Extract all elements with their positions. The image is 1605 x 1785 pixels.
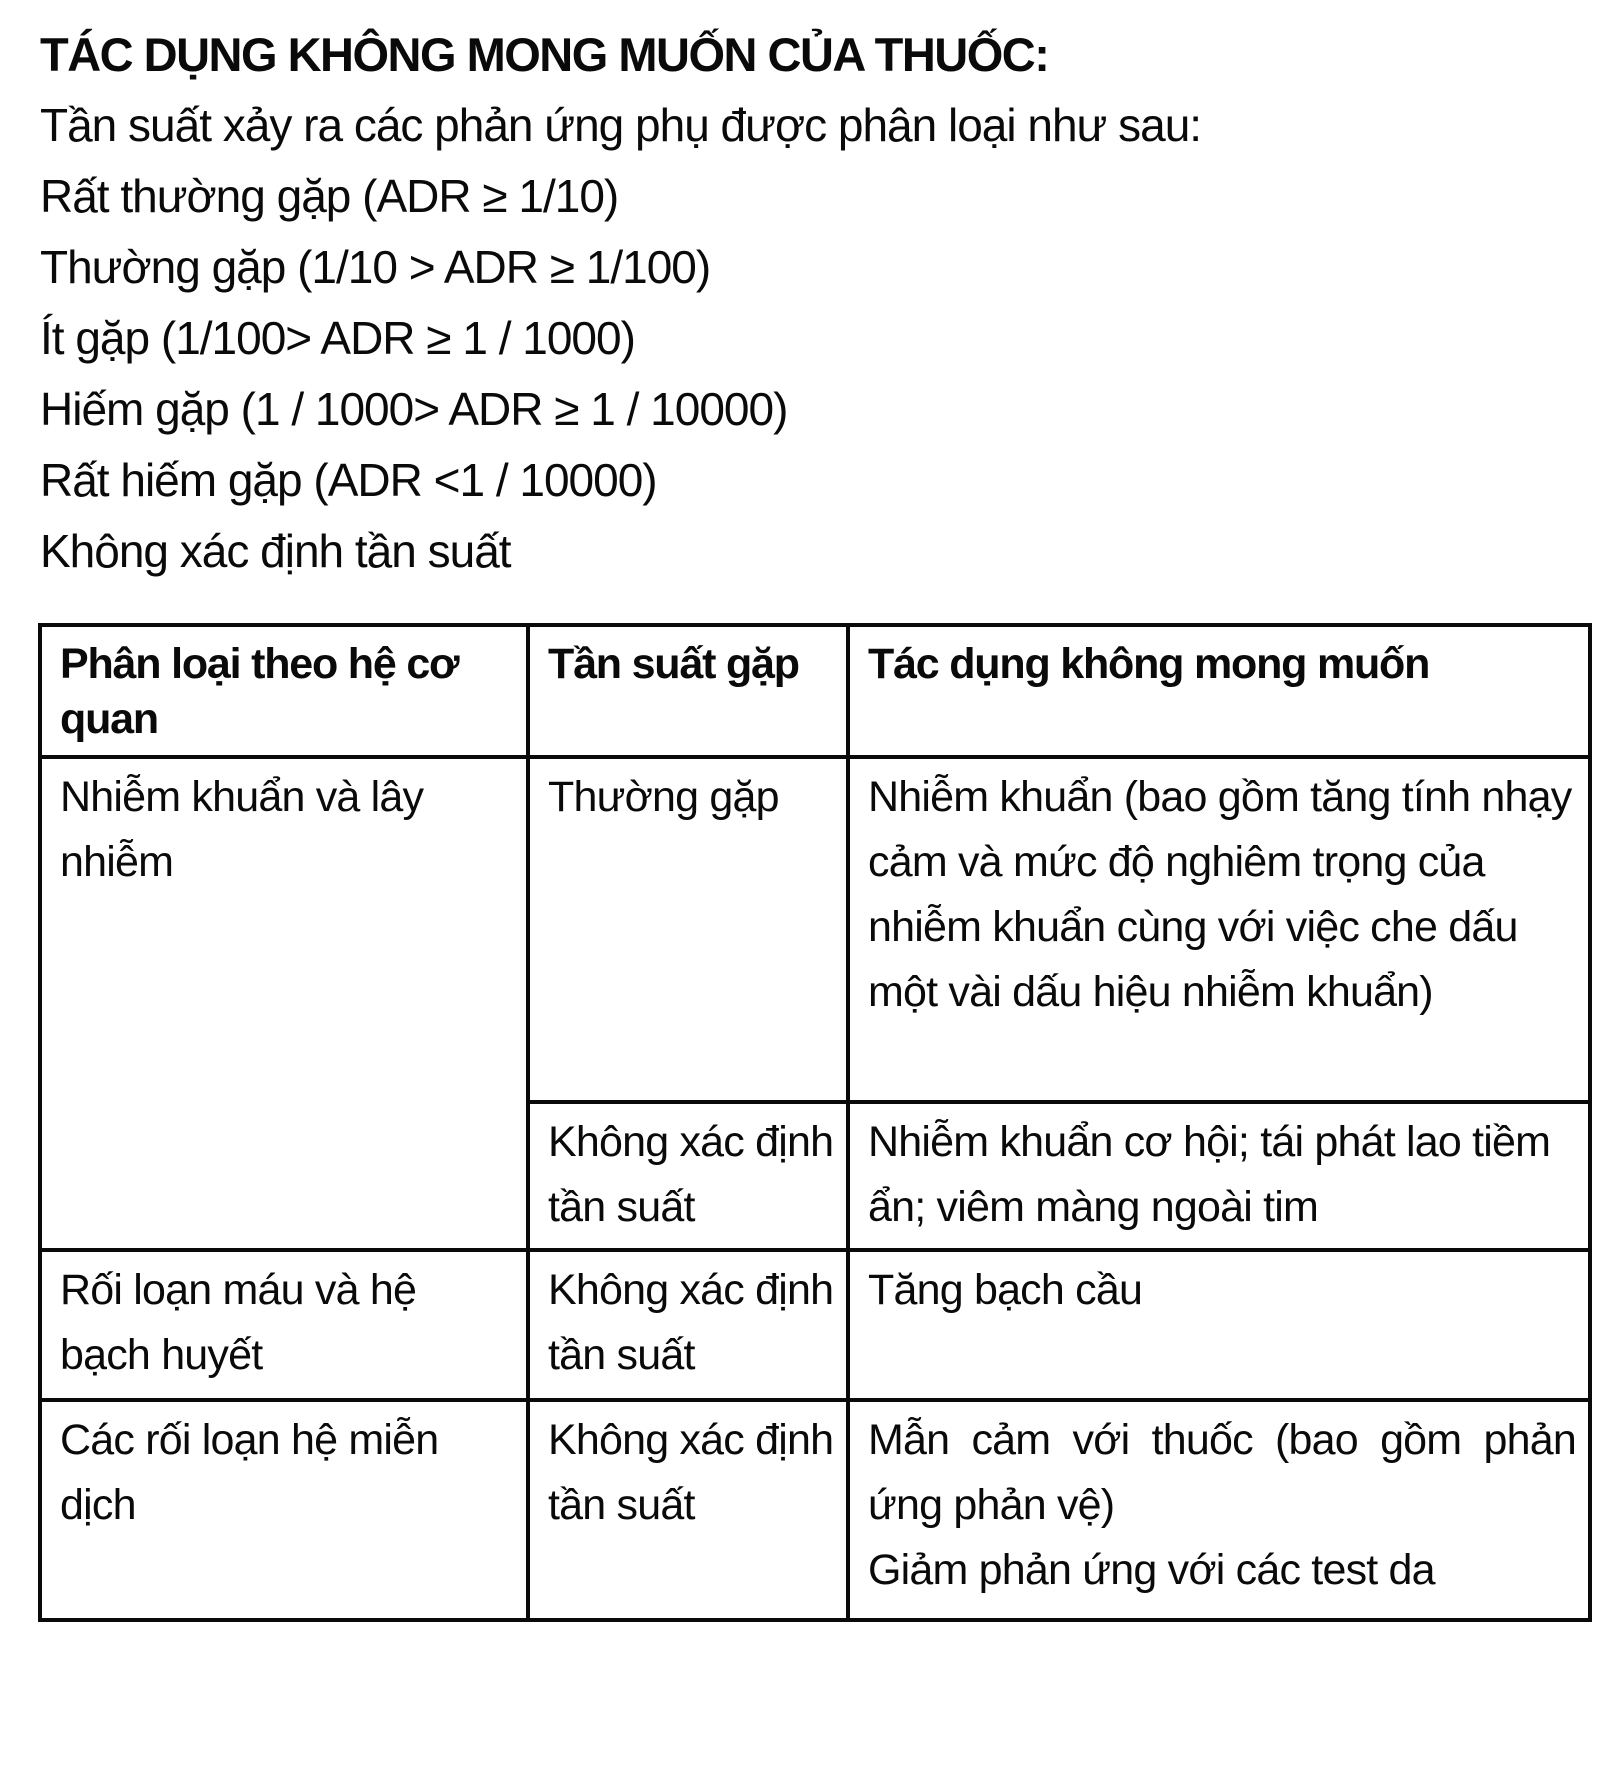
table-header-row: [40, 625, 1590, 757]
adverse-effect-text: Nhiễm khuẩn cơ hội; tái phát lao tiềm ẩn; viêm màng ngoài tim: [868, 1118, 1551, 1231]
frequency-category: Không xác định tần suất: [40, 525, 511, 577]
organ-class-cell: Rối loạn máu và hệ bạch huyết: [40, 1250, 528, 1400]
document-page: [40, 20, 1585, 1594]
adverse-effect-text: Tăng bạch cầu: [868, 1266, 1143, 1314]
table-row: [40, 757, 1590, 1102]
frequency-cell: Thường gặp: [528, 757, 848, 1102]
intro-text: Tần suất xảy ra các phản ứng phụ được phân loại như sau:: [40, 99, 1202, 151]
frequency-cell: Không xác định tần suất: [528, 1102, 848, 1250]
adverse-effect-text: Giảm phản ứng với các test da: [868, 1546, 1435, 1594]
frequency-cell: Không xác định tần suất: [528, 1250, 848, 1400]
table-row: [40, 1250, 1590, 1400]
organ-class-cell: Nhiễm khuẩn và lây nhiễm: [40, 757, 528, 1250]
adverse-effect-text: Mẫn cảm với thuốc (bao gồm phản ứng phản vệ): [868, 1416, 1576, 1529]
section-heading: TÁC DỤNG KHÔNG MONG MUỐN CỦA THUỐC:: [40, 28, 1049, 81]
frequency-category: Rất hiếm gặp (ADR <1 / 10000): [40, 454, 657, 506]
frequency-cell: Không xác định tần suất: [528, 1400, 848, 1620]
header-adverse-effect: Tác dụng không mong muốn: [848, 625, 1590, 757]
frequency-category: Hiếm gặp (1 / 1000> ADR ≥ 1 / 10000): [40, 383, 788, 435]
frequency-category: Ít gặp (1/100> ADR ≥ 1 / 1000): [40, 312, 635, 364]
frequency-category: Thường gặp (1/10 > ADR ≥ 1/100): [40, 241, 711, 293]
adverse-effect-cell: [848, 1250, 1590, 1400]
organ-class-cell: Các rối loạn hệ miễn dịch: [40, 1400, 528, 1620]
adverse-effects-table: [38, 623, 1592, 1622]
adverse-effect-cell: [848, 1102, 1590, 1250]
adverse-effect-cell: [848, 757, 1590, 1102]
header-frequency: Tần suất gặp: [528, 625, 848, 757]
adverse-effect-cell: [848, 1400, 1590, 1620]
frequency-category: Rất thường gặp (ADR ≥ 1/10): [40, 170, 619, 222]
header-organ-class: Phân loại theo hệ cơ quan: [40, 625, 528, 757]
adverse-effect-text: Nhiễm khuẩn (bao gồm tăng tính nhạy cảm và mức độ nghiêm trọng của nhiễm khuẩn cùng với việc che dấu một vài dấu hiệu nhiễm khuẩn): [868, 773, 1572, 1016]
table-row: [40, 1400, 1590, 1620]
